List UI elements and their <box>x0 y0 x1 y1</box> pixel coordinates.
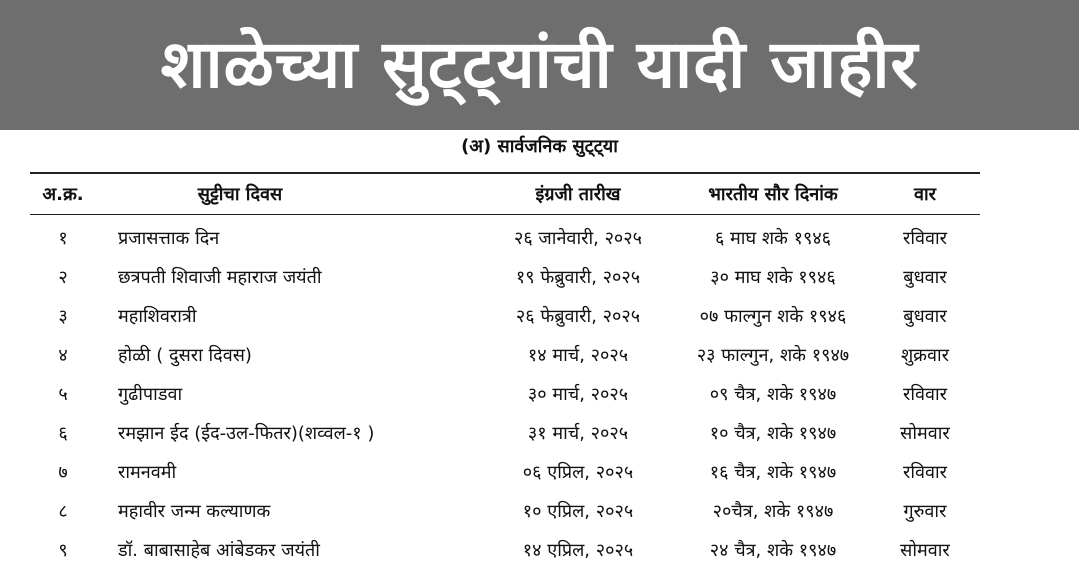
cell-english-date: २६ जानेवारी, २०२५ <box>513 227 643 249</box>
cell-holiday-day: महाशिवरात्री <box>118 305 197 327</box>
cell-weekday: शुक्रवार <box>900 344 950 366</box>
cell-indian-date: ०९ चैत्र, शके १९४७ <box>709 383 837 405</box>
cell-english-date: १९ फेब्रुवारी, २०२५ <box>515 266 641 288</box>
cell-indian-date: २४ चैत्र, शके १९४७ <box>709 539 837 561</box>
cell-serial-no: ८ <box>58 500 68 522</box>
section-subtitle: (अ) सार्वजनिक सुट्ट्या <box>461 136 618 157</box>
cell-english-date: १४ मार्च, २०२५ <box>527 344 629 366</box>
header-holiday-day: सुट्टीचा दिवस <box>197 184 283 205</box>
cell-weekday: रविवार <box>902 227 948 249</box>
cell-serial-no: ३ <box>58 305 68 327</box>
cell-holiday-day: छत्रपती शिवाजी महाराज जयंती <box>118 266 322 288</box>
cell-indian-date: ३० माघ शके १९४६ <box>710 266 836 288</box>
cell-english-date: ३० मार्च, २०२५ <box>527 383 629 405</box>
cell-english-date: १० एप्रिल, २०२५ <box>522 500 634 522</box>
cell-serial-no: ६ <box>58 422 68 444</box>
cell-serial-no: २ <box>58 266 68 288</box>
cell-holiday-day: प्रजासत्ताक दिन <box>118 227 220 249</box>
cell-weekday: रविवार <box>902 383 948 405</box>
cell-weekday: बुधवार <box>903 305 947 327</box>
cell-english-date: १४ एप्रिल, २०२५ <box>522 539 634 561</box>
cell-serial-no: ५ <box>58 383 68 405</box>
table-row <box>30 530 980 569</box>
table-row <box>30 257 980 296</box>
cell-holiday-day: महावीर जन्म कल्याणक <box>118 500 271 522</box>
table-top-rule <box>30 172 980 174</box>
header-serial-no: अ.क्र. <box>42 184 84 205</box>
headline-banner <box>0 0 1079 130</box>
cell-serial-no: ९ <box>58 539 68 561</box>
cell-indian-date: ०७ फाल्गुन शके १९४६ <box>699 305 847 327</box>
cell-holiday-day: गुढीपाडवा <box>118 383 183 405</box>
cell-indian-date: ६ माघ शके १९४६ <box>714 227 832 249</box>
cell-holiday-day: रमझान ईद (ईद-उल-फितर)(शव्वल-१ ) <box>118 422 375 444</box>
table-body <box>30 218 980 569</box>
header-weekday: वार <box>913 184 937 205</box>
headline-title: शाळेच्या सुट्ट्यांची यादी जाहीर <box>160 26 919 103</box>
table-header <box>30 175 980 213</box>
table-row <box>30 296 980 335</box>
cell-serial-no: १ <box>58 227 68 249</box>
cell-weekday: सोमवार <box>900 539 950 561</box>
cell-indian-date: २०चैत्र, शके १९४७ <box>712 500 834 522</box>
header-indian-date: भारतीय सौर दिनांक <box>708 184 838 205</box>
cell-english-date: ०६ एप्रिल, २०२५ <box>522 461 634 483</box>
cell-holiday-day: डॉ. बाबासाहेब आंबेडकर जयंती <box>118 539 320 561</box>
table-row <box>30 491 980 530</box>
table-row <box>30 218 980 257</box>
cell-indian-date: २३ फाल्गुन, शके १९४७ <box>696 344 850 366</box>
cell-holiday-day: रामनवमी <box>118 461 177 483</box>
cell-serial-no: ७ <box>58 461 68 483</box>
table-header-rule <box>30 214 980 215</box>
table-row <box>30 413 980 452</box>
cell-indian-date: १६ चैत्र, शके १९४७ <box>709 461 837 483</box>
cell-indian-date: १० चैत्र, शके १९४७ <box>709 422 837 444</box>
cell-english-date: ३१ मार्च, २०२५ <box>527 422 629 444</box>
cell-serial-no: ४ <box>58 344 68 366</box>
table-row <box>30 335 980 374</box>
table-row <box>30 374 980 413</box>
cell-weekday: बुधवार <box>903 266 947 288</box>
header-english-date: इंग्रजी तारीख <box>535 184 621 205</box>
cell-weekday: गुरुवार <box>903 500 947 522</box>
cell-english-date: २६ फेब्रुवारी, २०२५ <box>515 305 641 327</box>
table-row <box>30 452 980 491</box>
cell-holiday-day: होळी ( दुसरा दिवस) <box>118 344 252 366</box>
cell-weekday: रविवार <box>902 461 948 483</box>
cell-weekday: सोमवार <box>900 422 950 444</box>
